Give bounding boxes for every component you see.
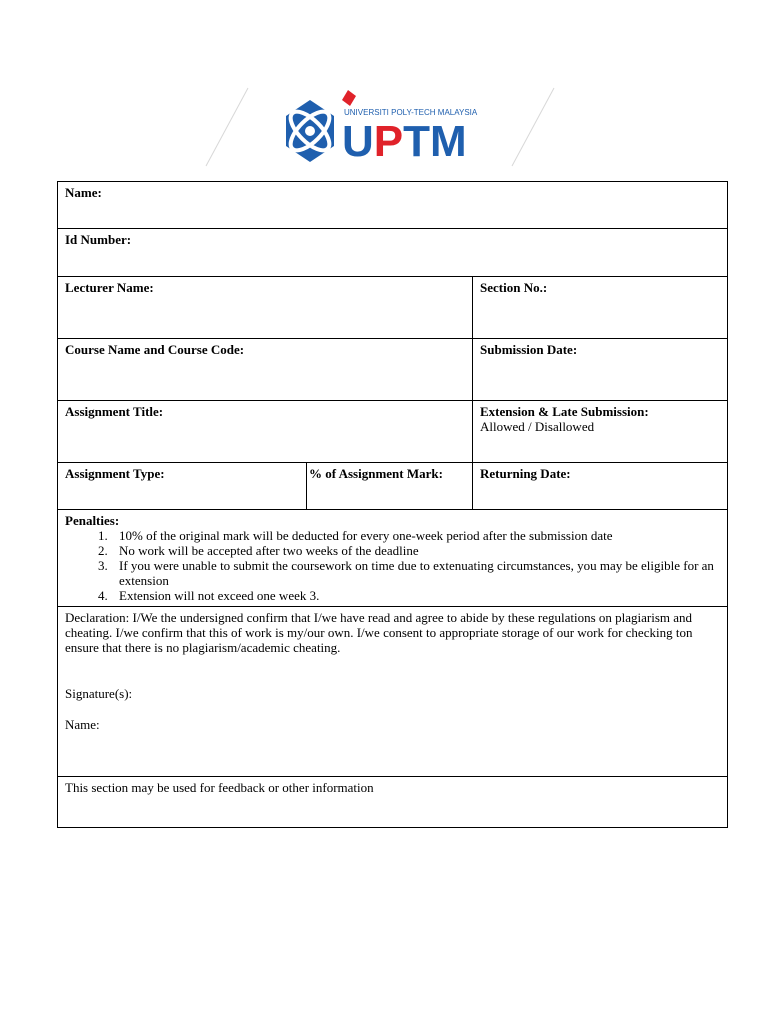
declaration-text: Declaration: I/We the undersigned confirm that I/we have read and agree to abide by these regulations on plagiarism and cheating. I/we confirm that this of work is my/our own. I/we consent to appropriate storage of our work for checking ton ensure that there is no plagiarism/academic cheating. — [65, 610, 693, 655]
extension-value: Allowed / Disallowed — [480, 419, 595, 434]
row-declaration — [58, 607, 728, 777]
penalties-label: Penalties: — [65, 513, 120, 528]
feedback-section[interactable] — [58, 777, 728, 828]
extension-field[interactable] — [473, 401, 728, 463]
section-no-label: Section No.: — [480, 280, 548, 295]
penalty-item: 2. No work will be accepted after two weeks of the deadline — [111, 543, 720, 558]
name-field[interactable] — [58, 182, 728, 229]
section-no-field[interactable] — [473, 277, 728, 339]
row-name — [58, 182, 728, 229]
logo-letters-tm: TM — [403, 117, 467, 166]
assignment-title-field[interactable] — [58, 401, 473, 463]
signature-name-label: Name: — [65, 717, 100, 732]
university-name: UNIVERSITI POLY-TECH MALAYSIA — [344, 108, 478, 117]
flame-icon — [342, 90, 356, 106]
row-assignment-type — [58, 463, 728, 510]
emblem-icon — [285, 100, 336, 162]
assignment-type-field[interactable] — [58, 463, 307, 510]
assignment-title-label: Assignment Title: — [65, 404, 164, 419]
name-label: Name: — [65, 185, 102, 200]
row-course — [58, 339, 728, 401]
penalty-item: 1. 10% of the original mark will be deducted for every one-week period after the submission date — [111, 528, 720, 543]
course-name-label: Course Name and Course Code: — [65, 342, 245, 357]
decor-line-left — [206, 88, 248, 166]
logo-graphic — [200, 86, 560, 170]
course-name-field[interactable] — [58, 339, 473, 401]
logo-acronym — [342, 117, 467, 166]
assignment-mark-label: % of Assignment Mark: — [309, 466, 443, 481]
logo-letter-p: P — [373, 117, 404, 166]
extension-label: Extension & Late Submission: — [480, 404, 649, 419]
logo-letter-u: U — [342, 117, 374, 166]
uptm-logo — [200, 86, 560, 170]
returning-date-label: Returning Date: — [480, 466, 571, 481]
returning-date-field[interactable] — [473, 463, 728, 510]
penalty-item: 3. If you were unable to submit the coursework on time due to extenuating circumstances, you may be eligible for an extension — [111, 558, 720, 588]
lecturer-name-field[interactable] — [58, 277, 473, 339]
declaration-section[interactable] — [58, 607, 728, 777]
assignment-cover-form — [57, 181, 728, 828]
row-feedback — [58, 777, 728, 828]
penalty-item: 4. Extension will not exceed one week 3. — [111, 588, 720, 603]
decor-line-right — [512, 88, 554, 166]
assignment-mark-field[interactable] — [307, 463, 473, 510]
signature-label: Signature(s): — [65, 686, 133, 701]
row-lecturer — [58, 277, 728, 339]
row-penalties — [58, 510, 728, 607]
row-id-number — [58, 229, 728, 277]
lecturer-name-label: Lecturer Name: — [65, 280, 154, 295]
penalties-section — [58, 510, 728, 607]
submission-date-label: Submission Date: — [480, 342, 578, 357]
id-number-label: Id Number: — [65, 232, 132, 247]
row-assignment-title — [58, 401, 728, 463]
assignment-type-label: Assignment Type: — [65, 466, 165, 481]
penalties-list — [65, 528, 720, 603]
feedback-text: This section may be used for feedback or other information — [65, 780, 374, 795]
id-number-field[interactable] — [58, 229, 728, 277]
submission-date-field[interactable] — [473, 339, 728, 401]
